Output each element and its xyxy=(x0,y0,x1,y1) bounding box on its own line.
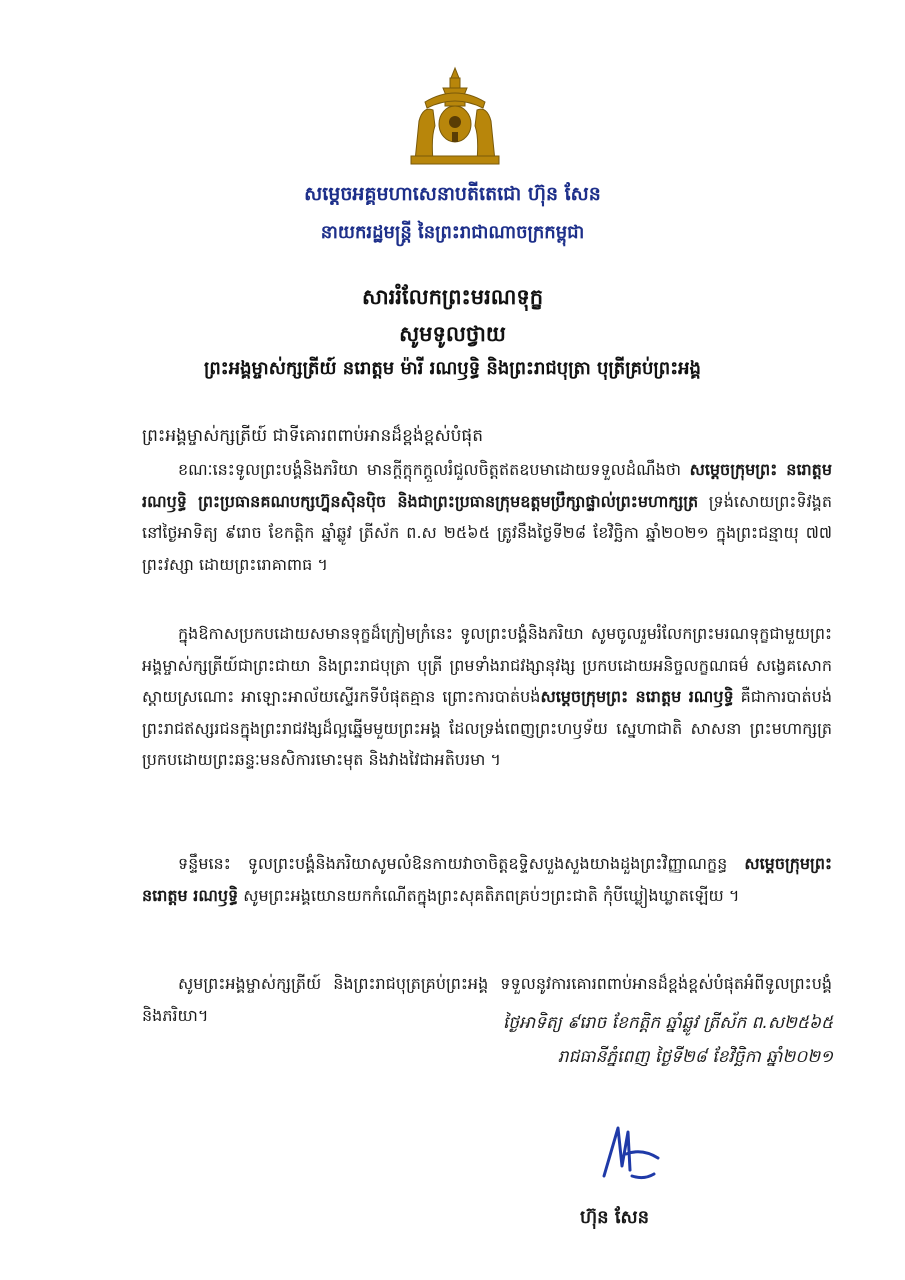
paragraph-1-bold: សម្តេចក្រុមព្រះ នរោត្តម រណឫទ្ធិ ព្រះប្រធានគណបក្សហ្វ៊ុនស៊ិនប៉ិច និងជាព្រះប្រធានក្រុមឧត្តមប្រឹក្សាផ្ទាល់ព្រះមហាក្សត្រ xyxy=(142,460,832,511)
paragraph-1-text-a: ខណៈនេះទូលព្រះបង្គំនិងភរិយា មានក្តីក្តុកក្តួលរំជួលចិត្តឥតឧបមាដោយទទួលដំណឹងថា xyxy=(178,460,690,479)
paragraph-1 xyxy=(142,454,832,580)
letter-title: សាររំលែកព្រះមរណទុក្ខ xyxy=(361,285,544,309)
paragraph-1-text-c: ទ្រង់សោយព្រះទិវង្គតនៅថ្ងៃអាទិត្យ ៩រោច ខែកត្តិក ឆ្នាំឆ្លូវ ត្រីស័ក ព.ស ២៥៦៥ ត្រូវនឹងថ្ងៃទី២៨ ខែវិច្ឆិកា ឆ្នាំ២០២១ ក្នុងព្រះជន្មាយុ ៧៧ ព្រះវស្សា ដោយព្រះរោគាពាធ ។ xyxy=(142,491,832,574)
salutation: ព្រះអង្គម្ចាស់ក្សត្រីយ៍ ជាទីគោរពពាប់អានដ៏ខ្ពង់ខ្ពស់បំផុត xyxy=(142,426,484,446)
letter-recipient: ព្រះអង្គម្ចាស់ក្សត្រីយ៍ នរោត្តម ម៉ារី រណឫទ្ធិ និងព្រះរាជបុត្រា បុត្រីគ្រប់ព្រះអង្គ xyxy=(204,358,701,379)
paragraph-4: សូមព្រះអង្គម្ចាស់ក្សត្រីយ៍ និងព្រះរាជបុត្រគ្រប់ព្រះអង្គ ទទួលនូវការគោរពពាប់អានដ៏ខ្ពង់ខ្ពស់បំផុតអំពីទូលព្រះបង្គំនិងភរិយា។ xyxy=(142,974,832,1025)
letter-subtitle: សូមទូលថ្វាយ xyxy=(399,322,506,346)
date-place: រាជធានីភ្នំពេញ ថ្ងៃទី២៨ ខែវិច្ឆិកា ឆ្នាំ២០២១ xyxy=(557,1047,833,1067)
paragraph-3-text-c: សូមព្រះអង្គយោនយកកំណើតក្នុងព្រះសុគតិភពគ្រប់ៗព្រះជាតិ កុំបីឃ្លៀងឃ្លាតឡើយ ។ xyxy=(238,885,740,905)
paragraph-2-bold: សម្តេចក្រុមព្រះ នរោត្តម រណឫទ្ធិ xyxy=(540,687,734,706)
paragraph-2 xyxy=(142,618,832,776)
sender-title: នាយករដ្ឋមន្ត្រី នៃព្រះរាជាណាចក្រកម្ពុជា xyxy=(320,222,585,243)
sender-name: សម្តេចអគ្គមហាសេនាបតីតេជោ ហ៊ុន សែន xyxy=(304,183,601,205)
royal-emblem-icon xyxy=(405,66,505,168)
signature-icon xyxy=(596,1118,666,1188)
date-lunar: ថ្ងៃអាទិត្យ ៩រោច ខែកត្តិក ឆ្នាំឆ្លូវ ត្រីស័ក ព.ស២៥៦៥ xyxy=(502,1013,833,1033)
paragraph-3 xyxy=(142,848,832,911)
paragraph-2-text-c: គឺជាការបាត់បង់ព្រះរាជឥស្សរជនក្នុងព្រះរាជវង្សដ៏ល្អឆ្នើមមួយព្រះអង្គ ដែលទ្រង់ពេញព្រះហឫទ័យ ស្នេហាជាតិ សាសនា ព្រះមហាក្សត្រ ប្រកបដោយព្រះឆន្ទៈមនសិការមោះមុត និងវាងវៃជាអតិបរមា ។ xyxy=(142,687,832,769)
paragraph-2-text-a: ក្នុងឱកាសប្រកបដោយសមានទុក្ខដ៏ក្រៀមក្រំនេះ ទូលព្រះបង្គំនិងភរិយា សូមចូលរួមរំលែកព្រះមរណទុក្ខជាមួយព្រះអង្គម្ចាស់ក្សត្រីយ៍ជាព្រះជាយា និងព្រះរាជបុត្រា បុត្រី ព្រមទាំងរាជវង្សានុវង្ស ប្រកបដោយអនិច្ចលក្ខណធម៌ សង្វេគសោកស្តាយស្រណោះ អាឡោះអាល័យស្ទើរកទីបំផុតគ្មាន ព្រោះការបាត់បង់ xyxy=(142,624,832,706)
paragraph-3-bold: សម្តេចក្រុមព្រះ នរោត្តម រណឫទ្ធិ xyxy=(142,854,832,905)
paragraph-3-text-a: ទន្ទឹមនេះ ទូលព្រះបង្គំនិងភរិយាសូមលំឱនកាយវាចាចិត្តឧទ្ទិសបួងសួងយាងដួងព្រះវិញ្ញាណក្ខន្ធ xyxy=(178,854,745,873)
signature-name: ហ៊ុន សែន xyxy=(580,1207,650,1228)
